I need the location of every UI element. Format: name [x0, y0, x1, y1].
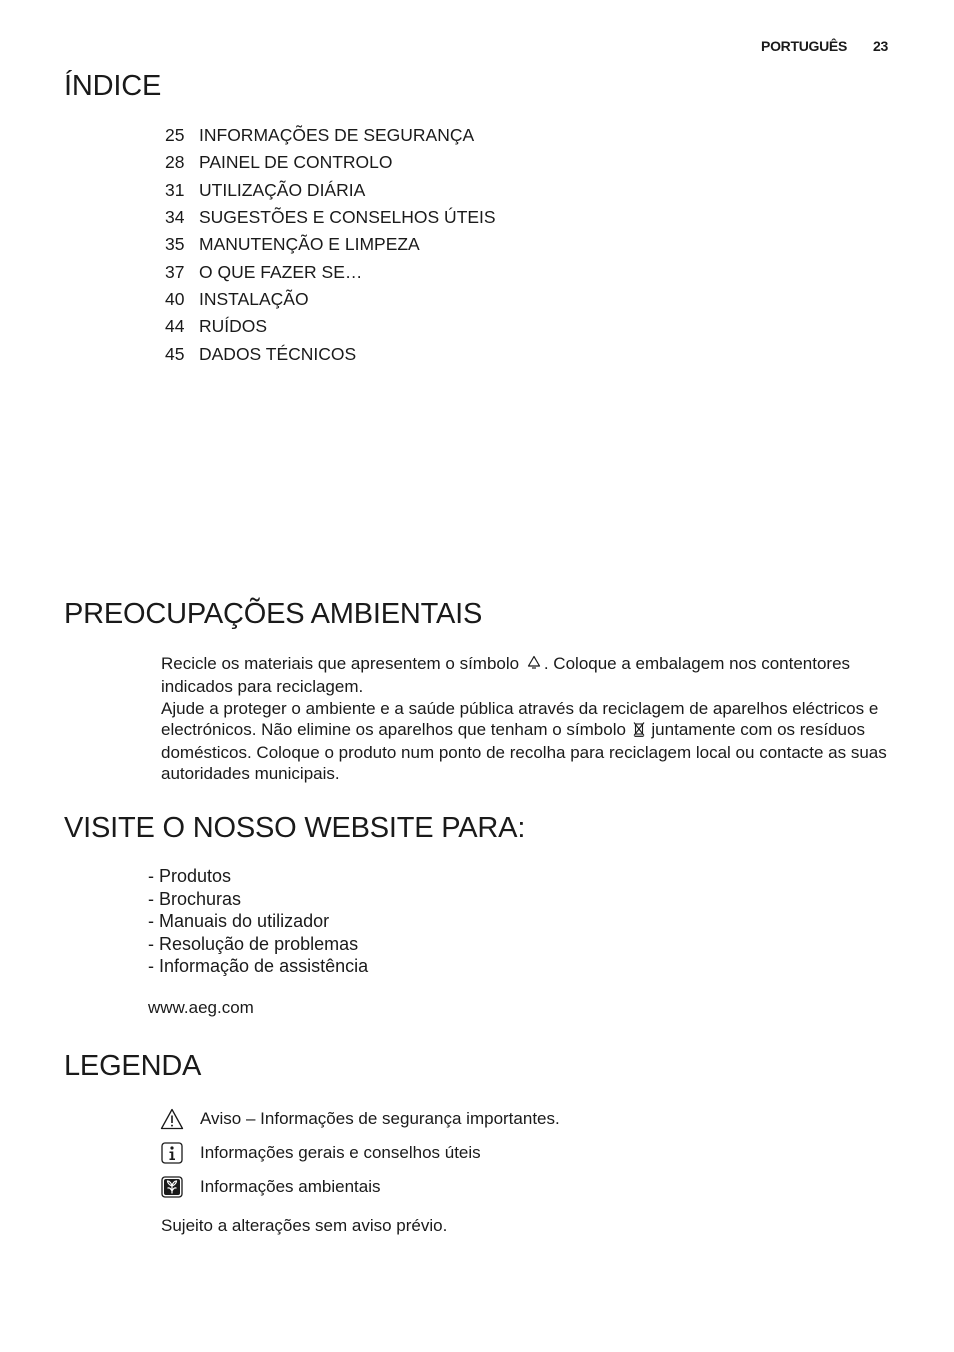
toc-label: INSTALAÇÃO — [199, 288, 309, 309]
list-item: - Manuais do utilizador — [148, 911, 330, 931]
website-url[interactable]: www.aeg.com — [148, 998, 254, 1017]
environment-title: PREOCUPAÇÕES AMBIENTAIS — [64, 598, 483, 630]
legend-title: LEGENDA — [64, 1050, 202, 1082]
toc-page: 45 — [165, 343, 185, 364]
toc-item[interactable] — [165, 313, 496, 340]
toc-item[interactable] — [165, 340, 496, 367]
legend-list — [160, 1102, 560, 1204]
page-header — [761, 38, 888, 54]
toc-page: 37 — [165, 261, 185, 282]
table-of-contents — [165, 122, 496, 368]
recycle-icon — [526, 655, 542, 676]
website-list — [148, 865, 368, 978]
index-title: ÍNDICE — [64, 70, 162, 102]
toc-item[interactable] — [165, 231, 496, 258]
toc-label: O QUE FAZER SE… — [199, 261, 363, 282]
toc-page: 44 — [165, 316, 185, 337]
legend-item — [160, 1102, 560, 1136]
list-item: - Resolução de problemas — [148, 933, 359, 954]
toc-item[interactable] — [165, 286, 496, 313]
disclaimer-note: Sujeito a alterações sem aviso prévio. — [161, 1216, 448, 1235]
toc-page: 31 — [165, 179, 185, 200]
legend-label: Aviso – Informações de segurança importantes. — [200, 1109, 560, 1128]
website-title: VISITE O NOSSO WEBSITE PARA: — [64, 812, 526, 844]
toc-label: INFORMAÇÕES DE SEGURANÇA — [199, 125, 475, 146]
toc-page: 35 — [165, 234, 185, 255]
weee-text-b: juntamente com os resíduos domésticos. Coloque o produto num ponto de recolha para reciclagem local ou contacte as suas autoridades municipais. — [161, 719, 887, 784]
toc-label: UTILIZAÇÃO DIÁRIA — [199, 179, 366, 200]
toc-label: RUÍDOS — [199, 316, 268, 337]
legend-label: Informações gerais e conselhos úteis — [200, 1143, 481, 1162]
header-language: PORTUGUÊS — [761, 38, 848, 54]
toc-item[interactable] — [165, 149, 496, 176]
toc-item[interactable] — [165, 204, 496, 231]
page-number: 23 — [873, 38, 888, 54]
environment-text — [161, 653, 901, 785]
toc-item[interactable] — [165, 258, 496, 285]
recycle-text-a: Recicle os materiais que apresentem o símbolo — [161, 654, 520, 673]
list-item: - Brochuras — [148, 888, 242, 909]
list-item: - Produtos — [148, 866, 232, 886]
toc-page: 28 — [165, 152, 185, 173]
environment-icon — [160, 1175, 184, 1199]
toc-page: 34 — [165, 207, 185, 228]
toc-item[interactable] — [165, 177, 496, 204]
crossed-bin-icon — [633, 721, 645, 742]
toc-label: MANUTENÇÃO E LIMPEZA — [199, 234, 420, 255]
list-item: - Informação de assistência — [148, 956, 369, 976]
toc-label: DADOS TÉCNICOS — [199, 343, 357, 364]
toc-page: 25 — [165, 125, 185, 146]
toc-label: SUGESTÕES E CONSELHOS ÚTEIS — [199, 207, 496, 228]
info-icon — [160, 1141, 184, 1165]
legend-label: Informações ambientais — [200, 1177, 381, 1196]
toc-label: PAINEL DE CONTROLO — [199, 152, 393, 173]
recycle-text-b: . Coloque a embalagem nos contentores indicados para reciclagem. — [161, 654, 851, 697]
weee-text-a: Ajude a proteger o ambiente e a saúde pública através da reciclagem de aparelhos eléctricos e electrónicos. Não elimine os aparelhos que tenham o símbolo — [161, 698, 879, 739]
warning-icon — [160, 1107, 184, 1131]
toc-page: 40 — [165, 288, 185, 309]
toc-item[interactable] — [165, 122, 496, 149]
legend-item — [160, 1136, 560, 1170]
legend-item — [160, 1170, 560, 1204]
